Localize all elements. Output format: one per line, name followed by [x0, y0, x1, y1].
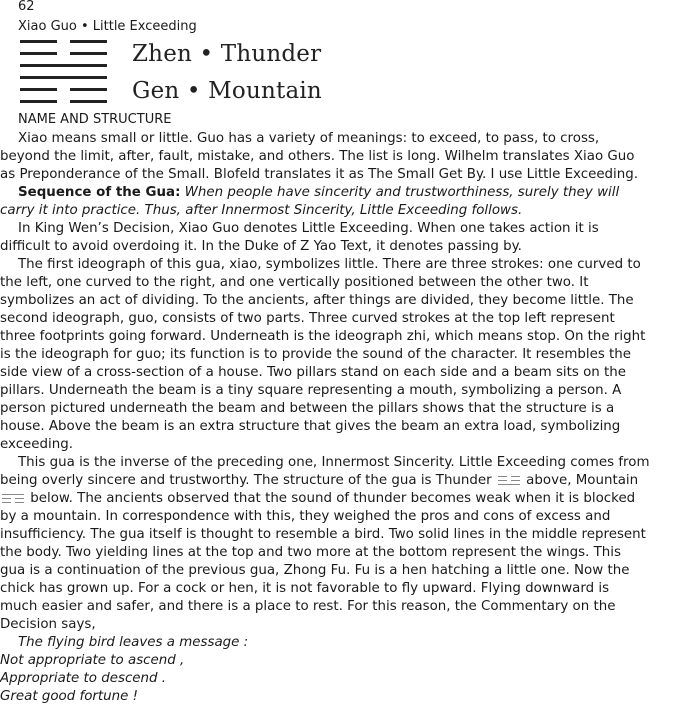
page-number: 62: [18, 0, 35, 14]
paragraph-name-meaning: Xiao means small or little. Guo has a variety of meanings: to exceed, to pass, to cross, beyond the limit, after, fault, mistake, and others. The list is long. Wilhelm translates Xiao Guo as Preponderance of the Small. Blofeld translates it as The Small Get By. I use Little Exceeding.: [0, 131, 639, 182]
running-header: Xiao Guo • Little Exceeding: [18, 19, 197, 34]
mountain-trigram-icon: [2, 493, 24, 503]
poem-line: The flying bird leaves a message :: [18, 635, 249, 650]
structure-text-a: This gua is the inverse of the preceding one, Innermost Sincerity. Little Exceeding comes from being overly sincere and trustworthy. The structure of the gua is Thunder: [0, 455, 650, 488]
commentary-poem: [0, 634, 650, 706]
paragraph-structure: [0, 454, 650, 634]
lower-trigram-label: Gen • Mountain: [132, 78, 322, 104]
upper-trigram-label: Zhen • Thunder: [132, 41, 322, 67]
poem-line: Great good fortune !: [0, 689, 138, 704]
thunder-trigram-icon: [498, 475, 520, 485]
sequence-text: When people have sincerity and trustworthiness, surely they will carry it into practice. Thus, after Innermost Sincerity, Little Exceeding follows.: [0, 185, 620, 218]
poem-line: Appropriate to descend .: [0, 671, 167, 686]
structure-text-b: above, Mountain: [521, 473, 639, 488]
structure-text-c: below. The ancients observed that the sound of thunder becomes weak when it is blocked by a mountain. In correspondence with this, they weighed the pros and cons of excess and insufficiency. The gua itself is thought to resemble a bird. Two solid lines in the middle represent the body. Two yielding lines at the top and two more at the bottom represent the wings. This gua is a continuation of the previous gua, Zhong Fu. Fu is a hen hatching a little one. Now the chick has grown up. For a cock or hen, it is not favorable to fly upward. Flying downward is much easier and safer, and there is a place to rest. For this reason, the Commentary on the Decision says,: [0, 491, 646, 632]
body-text: [0, 130, 650, 706]
poem-line: Not appropriate to ascend ,: [0, 653, 185, 668]
paragraph-king-wen: In King Wen’s Decision, Xiao Guo denotes Little Exceeding. When one takes action it is difficult to avoid overdoing it. In the Duke of Z Yao Text, it denotes passing by.: [0, 221, 599, 254]
hexagram-icon: [20, 40, 108, 106]
sequence-label: Sequence of the Gua:: [18, 185, 181, 200]
section-heading: NAME AND STRUCTURE: [18, 112, 172, 127]
paragraph-ideographs: The first ideograph of this gua, xiao, symbolizes little. There are three strokes: one curved to the left, one curved to the right, and one vertically positioned between the other two. It symbolizes an act of dividing. To the ancients, after things are divided, they become little. The second ideograph, guo, consists of two parts. Three curved strokes at the top left represent three footprints going forward. Underneath is the ideograph zhi, which means stop. On the right is the ideograph for guo; its function is to provide the sound of the character. It resembles the side view of a cross-section of a house. Two pillars stand on each side and a beam sits on the pillars. Underneath the beam is a tiny square representing a mouth, symbolizing a person. A person pictured underneath the beam and between the pillars shows that the structure is a house. Above the beam is an extra structure that gives the beam an extra load, symbolizing exceeding.: [0, 257, 646, 452]
paragraph-sequence: [0, 184, 650, 220]
